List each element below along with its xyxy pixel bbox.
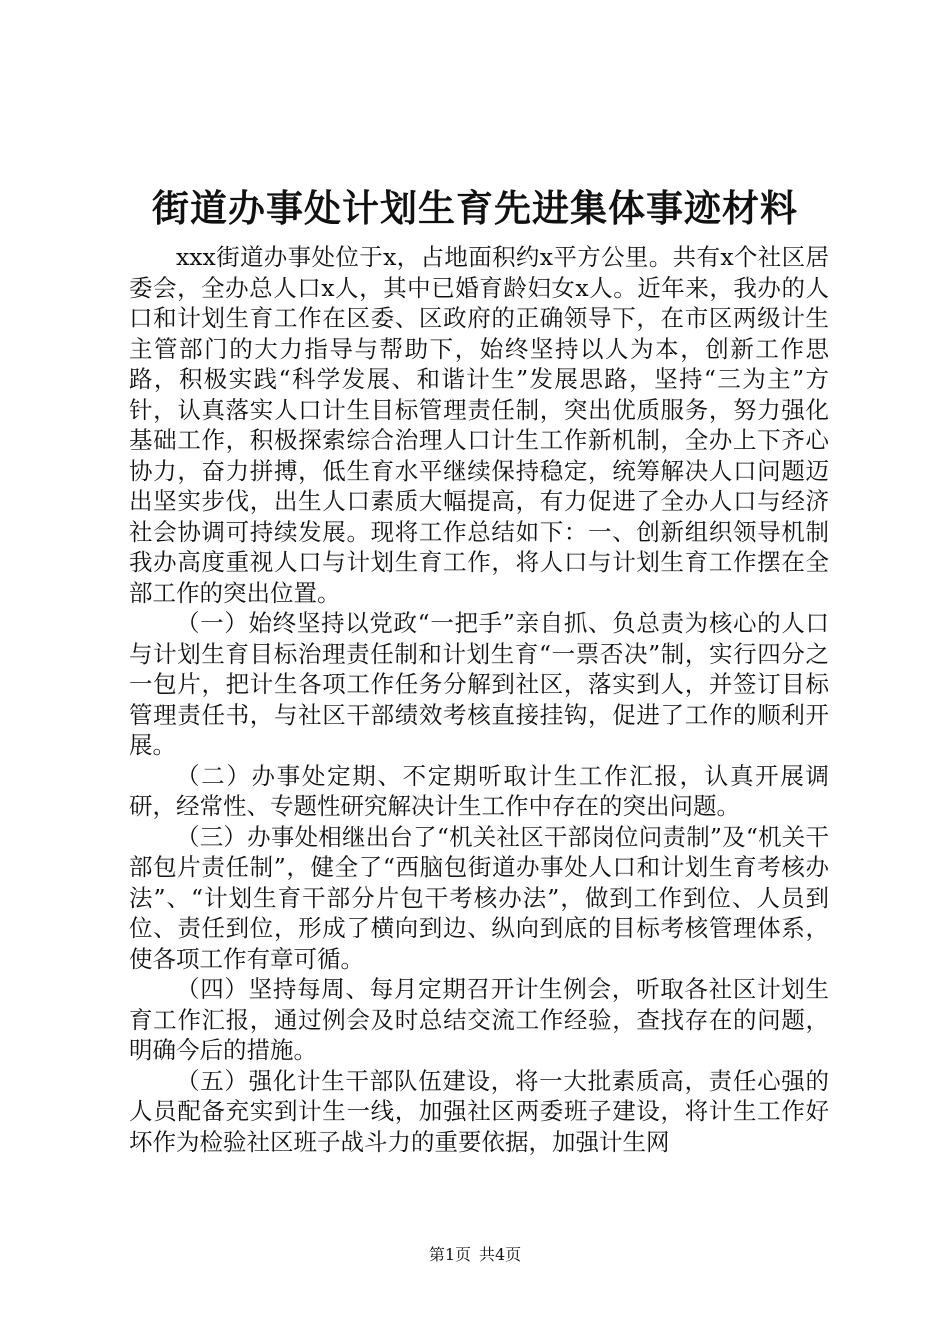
paragraph-item-3: （三）办事处相继出台了“机关社区干部岗位问责制”及“机关干部包片责任制”，健全了“西脑包街道办事处人口和计划生育考核办法”、“计划生育干部分片包干考核办法”，做到工作到位、人员到位、责任到位，形成了横向到边、纵向到底的目标考核管理体系，使各项工作有章可循。 <box>129 822 829 973</box>
paragraph-item-1: （一）始终坚持以党政“一把手”亲自抓、负总责为核心的人口与计划生育目标治理责任制和计划生育“一票否决”制，实行四分之一包片，把计生各项工作任务分解到社区，落实到人，并签订目标管理责任书，与社区干部绩效考核直接挂钩，促进了工作的顺利开展。 <box>129 609 829 759</box>
page-footer <box>0 1244 950 1266</box>
paragraph-item-2: （二）办事处定期、不定期听取计生工作汇报，认真开展调研，经常性、专题性研究解决计生工作中存在的突出问题。 <box>129 761 829 820</box>
paragraph-intro: xxx街道办事处位于x，占地面积约x平方公里。共有x个社区居委会，全办总人口x人，其中已婚育龄妇女x人。近年来，我办的人口和计划生育工作在区委、区政府的正确领导下，在市区两级计生主管部门的大力指导与帮助下，始终坚持以人为本，创新工作思路，积极实践“科学发展、和谐计生”发展思路，坚持“三为主”方针，认真落实人口计生目标管理责任制，突出优质服务，努力强化基础工作，积极探索综合治理人口计生工作新机制，全办上下齐心协力，奋力拼搏，低生育水平继续保持稳定，统筹解决人口问题迈出坚实步伐，出生人口素质大幅提高，有力促进了全办人口与经济社会协调可持续发展。现将工作总结如下：一、创新组织领导机制我办高度重视人口与计划生育工作，将人口与计划生育工作摆在全部工作的突出位置。 <box>129 243 829 607</box>
page-number-current: 第1页 <box>428 1245 471 1264</box>
paragraph-item-5: （五）强化计生干部队伍建设，将一大批素质高，责任心强的人员配备充实到计生一线，加强社区两委班子建设，将计生工作好坏作为检验社区班子战斗力的重要依据，加强计生网 <box>129 1066 829 1156</box>
page-number-total: 共4页 <box>479 1245 522 1264</box>
paragraph-item-4: （四）坚持每周、每月定期召开计生例会，听取各社区计划生育工作汇报，通过例会及时总结交流工作经验，查找存在的问题，明确今后的措施。 <box>129 975 829 1064</box>
document-title: 街道办事处计划生育先进集体事迹材料 <box>152 186 798 230</box>
document-body <box>129 242 829 1157</box>
